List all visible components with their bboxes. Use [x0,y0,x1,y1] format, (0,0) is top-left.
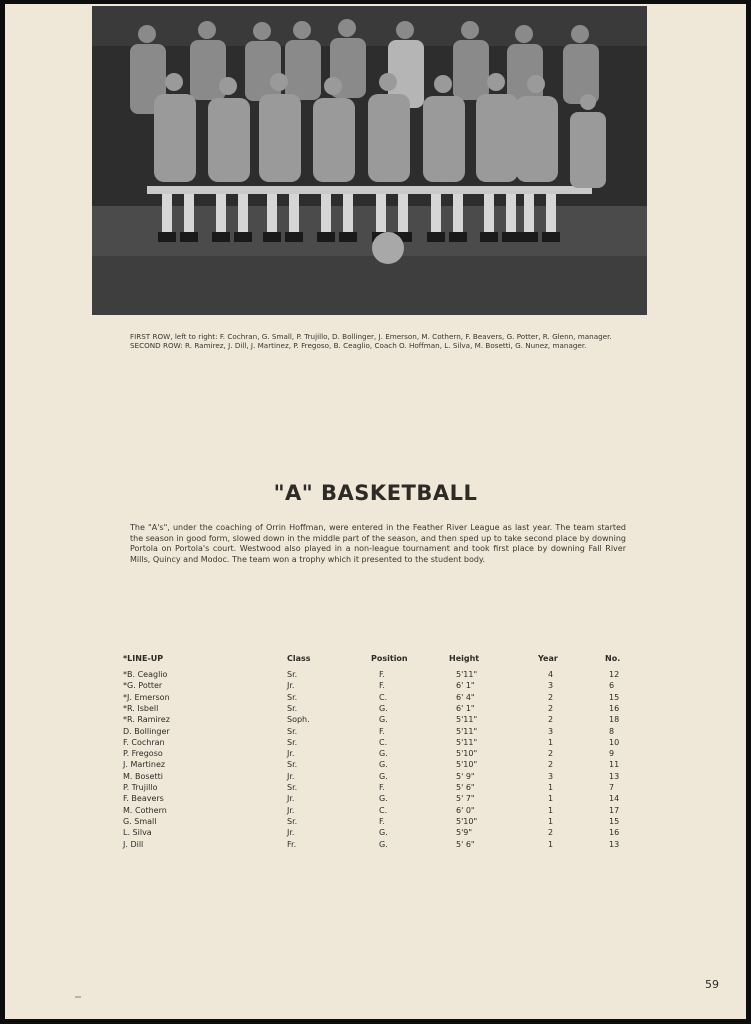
player-class: Sr. [287,760,298,770]
player-class: Sr. [287,692,298,702]
player-name: L. Silva [123,828,152,838]
player-number: 7 [609,783,615,792]
table-row [5,760,746,771]
player-year: 2 [548,703,554,713]
player-class: Jr. [287,794,295,804]
player-class: Jr. [287,681,295,691]
player-height: 6' 1" [456,703,475,713]
table-row [5,670,746,681]
player-name: P. Fregoso [123,749,163,759]
table-row [5,727,746,738]
player-year: 3 [548,771,554,781]
player-height: 5' 7" [456,794,475,804]
table-row [5,749,746,760]
player-height: 6' 1" [456,681,475,691]
player-height: 5' 6" [456,783,475,792]
player-year: 1 [548,805,554,815]
player-year: 1 [548,816,554,826]
player-position: G. [379,760,388,770]
player-year: 2 [548,749,554,759]
player-position: G. [379,703,388,713]
player-class: Soph. [287,715,310,725]
table-row [5,794,746,805]
table-row [5,840,746,851]
player-position: F. [379,670,385,679]
player-number: 15 [609,692,620,702]
player-height: 5'10" [456,749,478,759]
player-year: 1 [548,783,554,792]
player-name: *B. Ceaglio [123,670,168,679]
player-position: F. [379,783,385,792]
player-position: C. [379,805,388,815]
player-class: Sr. [287,703,298,713]
player-year: 3 [548,681,554,691]
player-year: 3 [548,726,554,736]
player-height: 5'11" [456,715,478,725]
player-position: F. [379,726,385,736]
player-name: D. Bollinger [123,726,170,736]
header-position: Position [371,654,408,663]
header-class: Class [287,654,311,663]
player-height: 5' 6" [456,839,475,849]
player-year: 2 [548,715,554,725]
player-class: Sr. [287,783,298,792]
player-height: 5'11" [456,737,478,747]
player-number: 9 [609,749,615,759]
table-row [5,772,746,783]
player-number: 13 [609,771,620,781]
player-year: 1 [548,794,554,804]
player-number: 16 [609,828,620,838]
player-class: Sr. [287,816,298,826]
player-name: M. Cothern [123,805,167,815]
table-row [5,693,746,704]
player-number: 8 [609,726,615,736]
player-height: 5'9" [456,828,473,838]
player-height: 5'11" [456,726,478,736]
table-row [5,715,746,726]
player-class: Jr. [287,828,295,838]
player-year: 1 [548,839,554,849]
player-height: 5'11" [456,670,478,679]
table-row [5,738,746,749]
player-name: *J. Emerson [123,692,170,702]
player-position: G. [379,839,388,849]
table-row [5,806,746,817]
player-name: F. Beavers [123,794,164,804]
player-class: Sr. [287,670,298,679]
player-number: 6 [609,681,615,691]
player-position: G. [379,828,388,838]
page-number: 59 [705,978,719,991]
player-name: F. Cochran [123,737,165,747]
player-number: 12 [609,670,620,679]
player-height: 6' 0" [456,805,475,815]
player-name: *G. Potter [123,681,163,691]
photo-caption: FIRST ROW, left to right: F. Cochran, G. Small, P. Trujillo, D. Bollinger, J. Emerson, M. Cothern, F. Beavers, G. Potter, R. Glenn, manager. SECOND ROW: R. Ramirez, J. Dill, J. Martinez, P. Fregoso, B. Ceaglio, Coach O. Hoffman, L. Silva, M. Bosetti, G. Nunez, manager. [130,332,612,350]
header-height: Height [449,654,480,663]
player-position: G. [379,715,388,725]
player-year: 4 [548,670,554,679]
player-year: 2 [548,692,554,702]
player-year: 2 [548,828,554,838]
player-year: 1 [548,737,554,747]
player-number: 16 [609,703,620,713]
player-position: C. [379,737,388,747]
table-row [5,817,746,828]
player-class: Sr. [287,726,298,736]
player-number: 17 [609,805,620,815]
paper-speck [75,996,81,998]
player-height: 5'10" [456,760,478,770]
table-row [5,681,746,692]
table-row [5,828,746,839]
player-position: G. [379,794,388,804]
player-number: 13 [609,839,620,849]
player-name: *R. Isbell [123,703,159,713]
header-lineup: *LINE-UP [123,654,164,663]
table-row [5,704,746,715]
player-class: Jr. [287,771,295,781]
player-height: 5'10" [456,816,478,826]
player-name: *R. Ramirez [123,715,170,725]
player-name: G. Small [123,816,157,826]
team-photo [92,6,647,315]
player-position: G. [379,749,388,759]
player-class: Sr. [287,737,298,747]
table-row [5,783,746,794]
player-position: C. [379,692,388,702]
player-class: Jr. [287,805,295,815]
header-year: Year [538,654,558,663]
player-name: J. Dill [123,839,144,849]
player-number: 15 [609,816,620,826]
yearbook-page [5,4,746,1019]
team-photo-illustration [92,6,647,315]
player-position: G. [379,771,388,781]
page-title: "A" BASKETBALL [273,481,478,505]
player-name: P. Trujillo [123,783,158,792]
player-class: Fr. [287,839,297,849]
player-number: 11 [609,760,620,770]
player-position: F. [379,816,385,826]
player-number: 10 [609,737,620,747]
player-position: F. [379,681,385,691]
header-number: No. [605,654,621,663]
player-number: 18 [609,715,620,725]
player-number: 14 [609,794,620,804]
player-name: M. Bosetti [123,771,163,781]
intro-paragraph: The "A's", under the coaching of Orrin Hoffman, were entered in the Feather River League as last year. The team started the season in good form, slowed down in the middle part of the season, and then sped up to take second place by downing Portola on Portola's court. Westwood also played in a non-league tournament and took first place by downing Fall River Mills, Quincy and Modoc. The team won a trophy which it presented to the student body. [130,523,626,564]
player-class: Jr. [287,749,295,759]
player-height: 5' 9" [456,771,475,781]
player-name: J. Martinez [123,760,166,770]
player-year: 2 [548,760,554,770]
player-height: 6' 4" [456,692,475,702]
